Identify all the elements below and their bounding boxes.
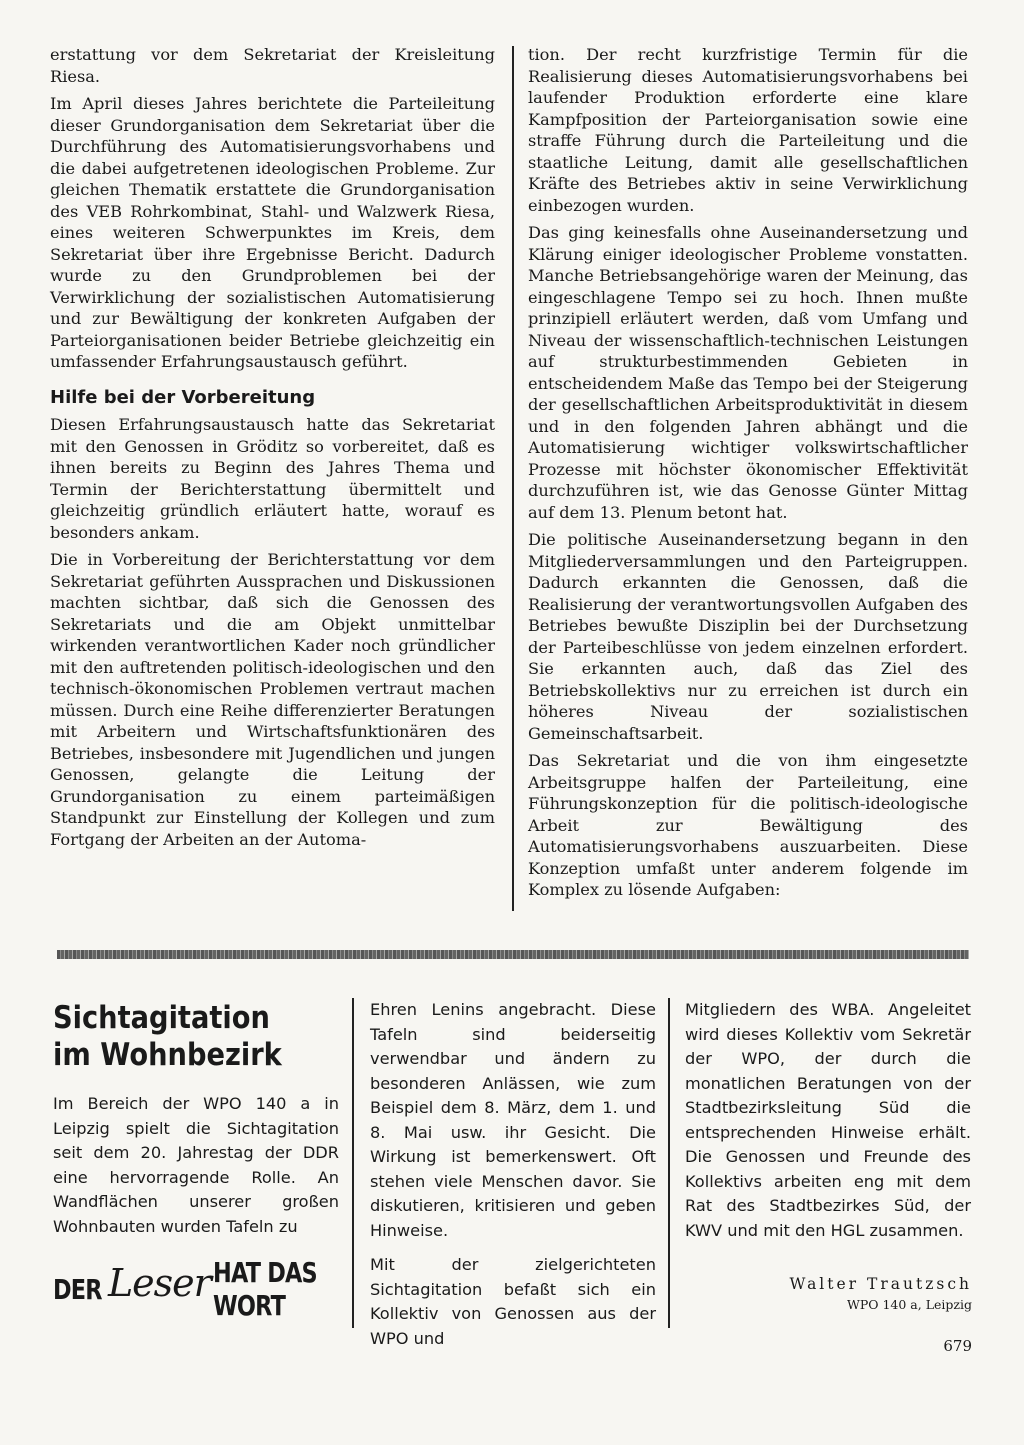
paragraph: tion. Der recht kurzfristige Termin für die Realisierung dieses Automatisierungsvorhabens bei laufender Produktion erforderte eine klare Kampfposition der Parteiorganisation sowie eine straffe Führung durch die Parteileitung und die staatliche Leitung, damit alle gesellschaftlichen Kräfte des Betriebes aktiv in seine Verwirklichung einbezogen wurden. — [528, 45, 968, 215]
paragraph: Das Sekretariat und die von ihm eingesetzte Arbeitsgruppe halfen der Parteileitung, eine Führungskonzeption für die politisch-ideologische Arbeit zur Bewältigung des Automatisierungsvorhabens auszuarbeiten. Diese Konzeption umfaßt unter anderem folgende im Komplex zu lösende Aufgaben: — [528, 751, 968, 899]
article-right-column — [528, 44, 968, 907]
logo-word: HAT DAS WORT — [212, 1256, 317, 1322]
paragraph: Im April dieses Jahres berichtete die Parteileitung dieser Grundorganisation dem Sekretariat über die Durchführung des Automatisierungsvorhabens und die dabei aufgetretenen ideologischen Probleme. Zur gleichen Thematik erstattete die Grundorganisation des VEB Rohrkombinat, Stahl- und Walzwerk Riesa, eines weiteren Schwerpunktes im Kreis, dem Sekretariat über ihre Ergebnisse Bericht. Dadurch wurde zu den Grundproblemen bei der Verwirklichung der sozialistischen Automatisierung und zur Bewältigung der konkreten Aufgaben der Parteiorganisationen beider Betriebe gleichzeitig ein umfassender Erfahrungsaustausch geführt. — [50, 94, 495, 371]
column-divider — [668, 998, 670, 1328]
section-divider — [57, 950, 969, 959]
paragraph: erstattung vor dem Sekretariat der Kreisleitung Riesa. — [50, 45, 495, 86]
letter-headline: Sichtagitation im Wohnbezirk — [53, 1000, 282, 1073]
article-left-column — [50, 44, 495, 856]
logo-word: DER — [53, 1272, 102, 1306]
section-subheading: Hilfe bei der Vorbereitung — [50, 386, 316, 408]
paragraph: Ehren Lenins angebracht. Diese Tafeln sind beiderseitig verwendbar und ändern zu besonderen Anlässen, wie zum Beispiel dem 8. März, dem 1. und 8. Mai usw. ihr Gesicht. Die Wirkung ist bemerkenswert. Oft stehen viele Menschen davor. Sie diskutieren, kritisieren und geben Hinweise. — [370, 1000, 656, 1240]
letter-column-1 — [53, 1092, 339, 1249]
column-divider — [512, 46, 514, 911]
author-signature — [690, 1275, 972, 1312]
paragraph: Die politische Auseinandersetzung begann in den Mitgliederversammlungen und den Parteigruppen. Dadurch erkannten die Genossen, daß die Realisierung der verantwortungsvollen Aufgaben des Betriebes bewußte Disziplin bei der Durchsetzung der Parteibeschlüsse von jedem einzelnen erfordert. Sie erkannten auch, daß das Ziel des Betriebskollektivs nur zu erreichen ist durch ein höheres Niveau der sozialistischen Gemeinschaftsarbeit. — [528, 530, 968, 743]
page-number: 679 — [943, 1337, 972, 1355]
letter-column-2 — [370, 998, 656, 1361]
paragraph: Das ging keinesfalls ohne Auseinandersetzung und Klärung einiger ideologischer Probleme vonstatten. Manche Betriebsangehörige waren der Meinung, das eingeschlagene Tempo sei zu hoch. Ihnen mußte prinzipiell erläutert werden, daß vom Umfang und Niveau der wissenschaftlich-technischen Leistungen auf strukturbestimmenden Gebieten in entscheidendem Maße das Tempo bei der Steigerung der gesellschaftlichen Arbeitsproduktivität in diesem und in den folgenden Jahren abhängt und die Automatisierung wichtiger volkswirtschaftlicher Prozesse mit höchster ökonomischer Effektivität durchzuführen ist, wie das Genosse Günter Mittag auf dem 13. Plenum betont hat. — [528, 223, 968, 522]
reader-column-logo — [53, 1256, 343, 1322]
paragraph: Die in Vorbereitung der Berichterstattung vor dem Sekretariat geführten Aussprachen und Diskussionen machten sichtbar, daß sich die Genossen des Sekretariats und die am Objekt unmittelbar wirkenden verantwortlichen Kader noch gründlicher mit den auftretenden politisch-ideologischen und den technisch-ökonomischen Problemen vertraut machen müssen. Durch eine Reihe differenzierter Beratungen mit Arbeitern und Wirtschaftsfunktionären des Betriebes, insbesondere mit Jugendlichen und jungen Genossen, gelangte die Leitung der Grundorganisation zu einem parteimäßigen Standpunkt zur Einstellung der Kollegen und zum Fortgang der Arbeiten an der Automa- — [50, 550, 495, 849]
paragraph: Im Bereich der WPO 140 a in Leipzig spielt die Sichtagitation seit dem 20. Jahrestag der DDR eine hervorragende Rolle. An Wandflächen unserer großen Wohnbauten wurden Tafeln zu — [53, 1094, 339, 1236]
logo-script-word: Leser — [107, 1261, 211, 1305]
author-organization: WPO 140 a, Leipzig — [847, 1297, 972, 1312]
column-divider — [352, 998, 354, 1328]
paragraph: Mitgliedern des WBA. Angeleitet wird dieses Kollektiv vom Sekretär der WPO, der durch die monatlichen Beratungen von der Stadtbezirksleitung Süd die entsprechenden Hinweise erhält. Die Genossen und Freunde des Kollektivs arbeiten eng mit dem Rat des Stadtbezirkes Süd, der KWV und mit den HGL zusammen. — [685, 1000, 971, 1240]
paragraph: Mit der zielgerichteten Sichtagitation befaßt sich ein Kollektiv von Genossen aus der WPO und — [370, 1255, 656, 1348]
author-name: Walter Trautzsch — [789, 1275, 972, 1293]
paragraph: Diesen Erfahrungsaustausch hatte das Sekretariat mit den Genossen in Gröditz so vorbereitet, daß es ihnen bereits zu Beginn des Jahres Thema und Termin der Berichterstattung übermittelt und gleichzeitig gründlich erläutert hatte, worauf es besonders ankam. — [50, 415, 495, 542]
letter-column-3 — [685, 998, 971, 1253]
